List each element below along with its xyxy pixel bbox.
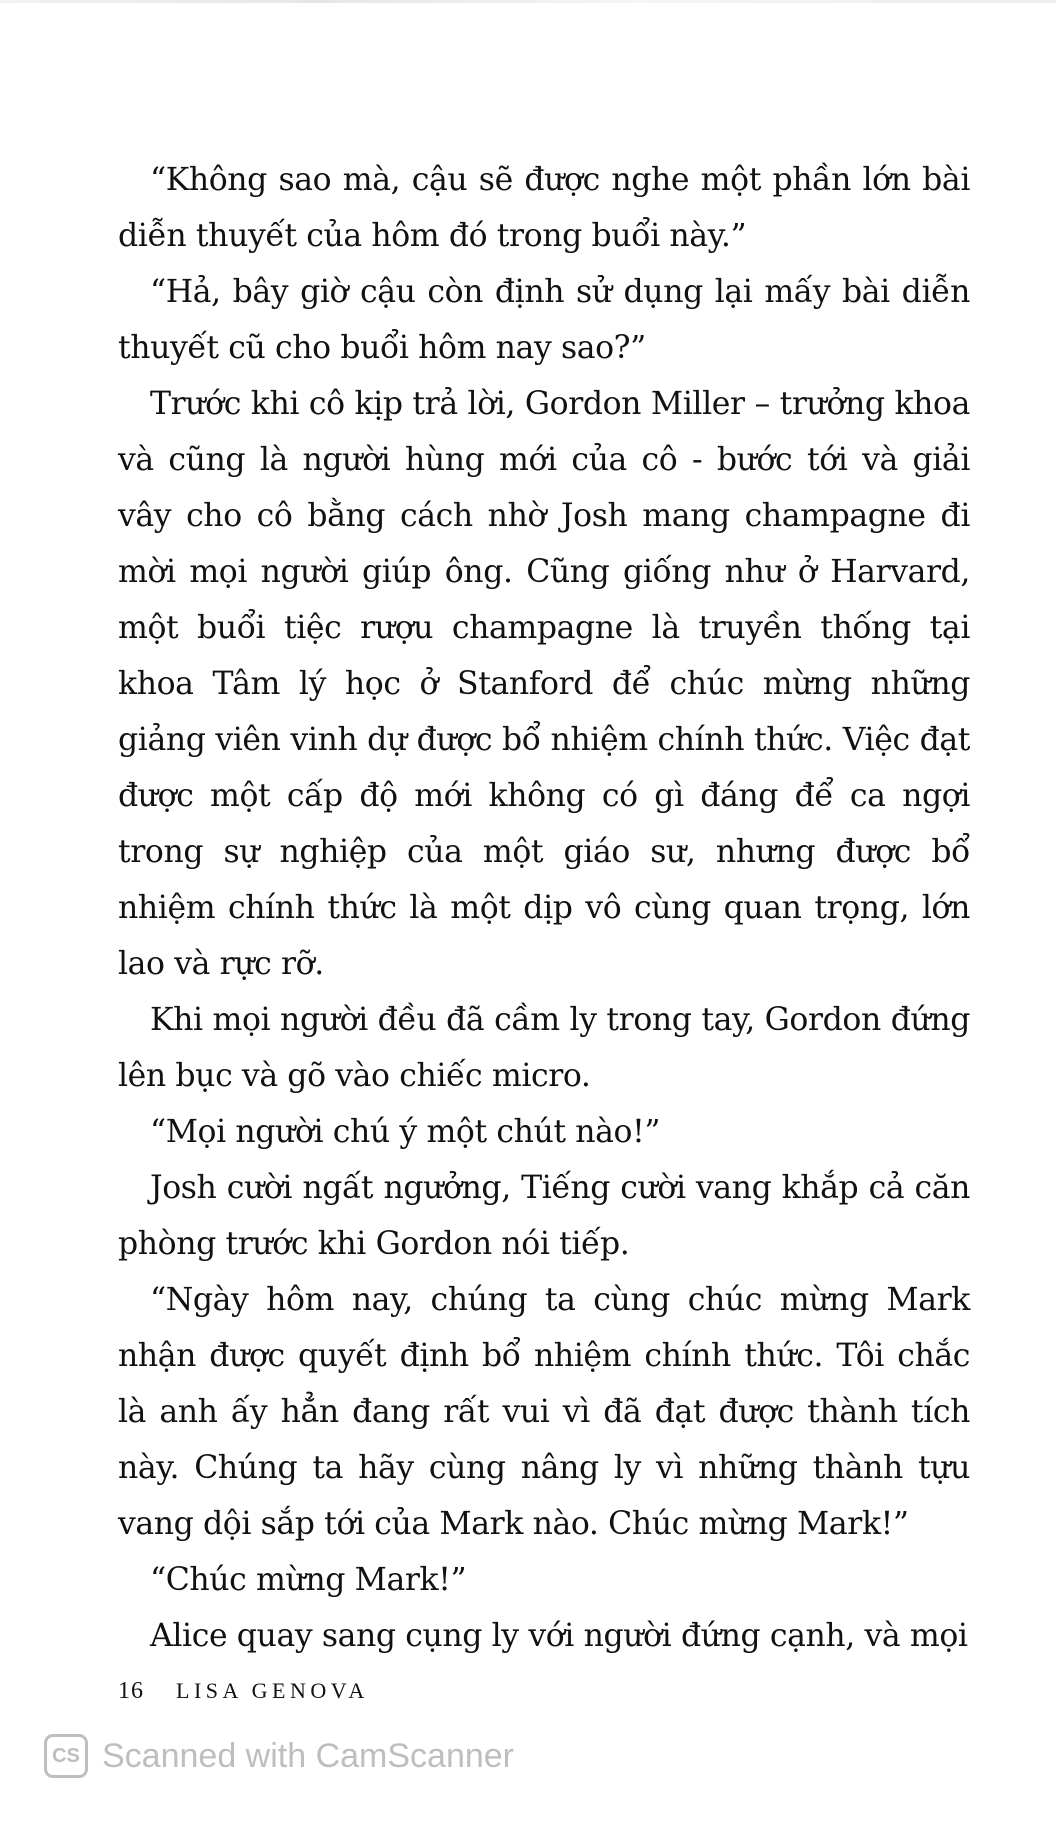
paragraph-2: “Hả, bây giờ cậu còn định sử dụng lại mấy bài diễn thuyết cũ cho buổi hôm nay sao?” [118,274,970,366]
book-page-body [118,152,970,1664]
running-header-author: LISA GENOVA [176,1678,369,1703]
paragraph-4: Khi mọi người đều đã cầm ly trong tay, Gordon đứng lên bục và gõ vào chiếc micro. [118,1002,970,1094]
camscanner-watermark [44,1734,514,1778]
paragraph-1: “Không sao mà, cậu sẽ được nghe một phần lớn bài diễn thuyết của hôm đó trong buổi này.” [118,162,970,254]
paragraph-7: “Ngày hôm nay, chúng ta cùng chúc mừng Mark nhận được quyết định bổ nhiệm chính thức. Tôi chắc là anh ấy hẳn đang rất vui vì đã đạt được thành tích này. Chúng ta hãy cùng nâng ly vì những thành tựu vang dội sắp tới của Mark nào. Chúc mừng Mark!” [118,1282,970,1542]
paragraph-5: “Mọi người chú ý một chút nào!” [150,1114,661,1150]
paragraph-3: Trước khi cô kịp trả lời, Gordon Miller – trưởng khoa và cũng là người hùng mới của cô - bước tới và giải vây cho cô bằng cách nhờ Josh mang champagne đi mời mọi người giúp ông. Cũng giống như ở Harvard, một buổi tiệc rượu champagne là truyền thống tại khoa Tâm lý học ở Stanford để chúc mừng những giảng viên vinh dự được bổ nhiệm chính thức. Việc đạt được một cấp độ mới không có gì đáng để ca ngợi trong sự nghiệp của một giáo sư, nhưng được bổ nhiệm chính thức là một dịp vô cùng quan trọng, lớn lao và rực rỡ. [118,386,970,982]
page-footer [118,1678,369,1705]
watermark-text: Scanned with CamScanner [102,1736,515,1775]
scan-top-edge [0,0,1056,3]
page-number: 16 [118,1678,144,1704]
paragraph-9: Alice quay sang cụng ly với người đứng cạnh, và mọi [150,1618,968,1654]
paragraph-8: “Chúc mừng Mark!” [150,1562,467,1598]
paragraph-6: Josh cười ngất ngưởng, Tiếng cười vang khắp cả căn phòng trước khi Gordon nói tiếp. [118,1170,970,1262]
camscanner-logo-icon: CS [44,1734,88,1778]
